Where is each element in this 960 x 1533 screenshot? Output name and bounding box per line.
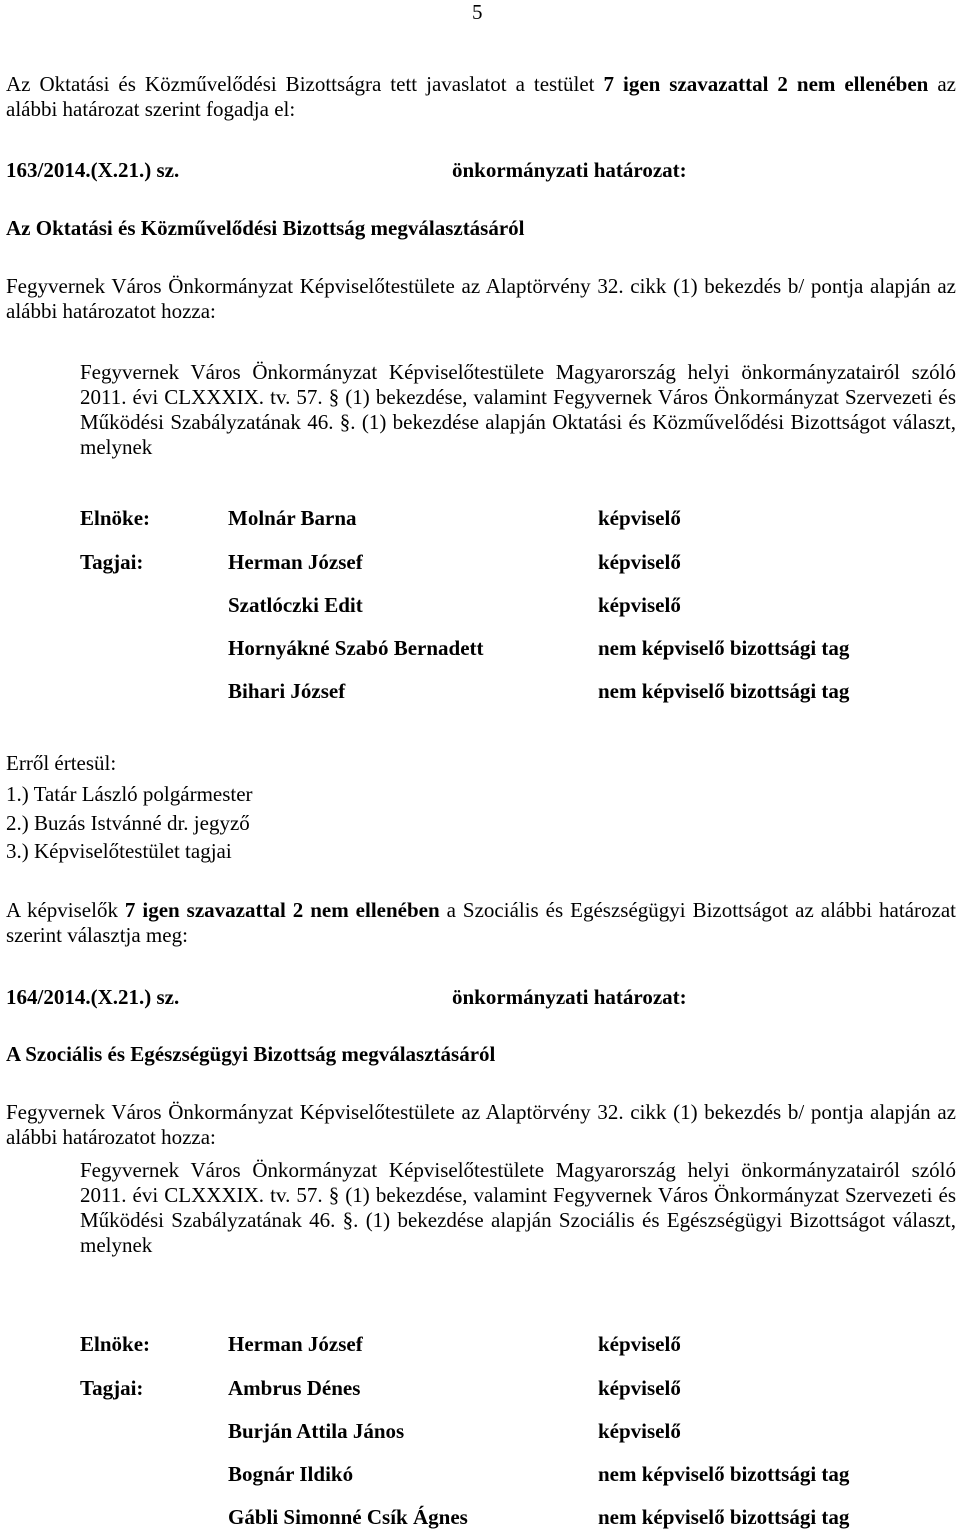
member-role: Elnöke: (80, 1332, 151, 1356)
vote-result: 7 igen szavazattal 2 nem ellenében (603, 72, 929, 96)
vote-text-c: az alábbi határozat szerint fogadja el: (6, 72, 956, 121)
member-status: képviselő (598, 593, 681, 617)
vote-text-c: a Szociális és Egészségügyi Bizottságot az alábbi határozat szerint választja meg: (6, 898, 956, 947)
intro-paragraph: Fegyvernek Város Önkormányzat Képviselőtestülete az Alaptörvény 32. cikk (1) bekezdés b/ pontja alapján az alábbi határozatot hozza: (6, 1100, 956, 1149)
resolution-title: Az Oktatási és Közművelődési Bizottság megválasztásáról (6, 216, 525, 240)
notify-item: 2.) Buzás Istvánné dr. jegyző (6, 811, 250, 835)
resolution-label: önkormányzati határozat: (452, 158, 687, 182)
member-status: nem képviselő bizottsági tag (598, 1505, 850, 1529)
member-name: Gábli Simonné Csík Ágnes (228, 1505, 468, 1529)
member-name: Szatlóczki Edit (228, 593, 363, 617)
member-role: Tagjai: (80, 1376, 144, 1400)
vote-text-a: A képviselők (6, 898, 125, 922)
member-status: képviselő (598, 1332, 681, 1356)
vote-text-a: Az Oktatási és Közművelődési Bizottságra tett javaslatot a testület (6, 72, 604, 96)
member-name: Hornyákné Szabó Bernadett (228, 636, 484, 660)
resolution-number: 163/2014.(X.21.) sz. (6, 158, 180, 182)
member-status: képviselő (598, 506, 681, 530)
member-name: Ambrus Dénes (228, 1376, 361, 1400)
resolution-title: A Szociális és Egészségügyi Bizottság megválasztásáról (6, 1042, 496, 1066)
body-paragraph: Fegyvernek Város Önkormányzat Képviselőtestülete Magyarország helyi önkormányzatairól szóló 2011. évi CLXXXIX. tv. 57. § (1) bekezdése, valamint Fegyvernek Város Önkormányzat Szervezeti és Működési Szabályzatának 46. §. (1) bekezdése alapján Szociális és Egészségügyi Bizottságot választ, melynek (80, 1158, 956, 1257)
resolution-label: önkormányzati határozat: (452, 985, 687, 1009)
member-role: Elnöke: (80, 506, 151, 530)
member-name: Bihari József (228, 679, 346, 703)
notify-item: 3.) Képviselőtestület tagjai (6, 839, 232, 863)
member-status: képviselő (598, 1419, 681, 1443)
vote-result: 7 igen szavazattal 2 nem ellenében (124, 898, 440, 922)
resolution-number: 164/2014.(X.21.) sz. (6, 985, 180, 1009)
member-name: Bognár Ildikó (228, 1462, 354, 1486)
member-name: Herman József (228, 550, 363, 574)
member-status: képviselő (598, 550, 681, 574)
member-name: Burján Attila János (228, 1419, 405, 1443)
member-name: Molnár Barna (228, 506, 357, 530)
vote-paragraph-1 (6, 72, 956, 122)
member-status: nem képviselő bizottsági tag (598, 1462, 850, 1486)
member-role: Tagjai: (80, 550, 144, 574)
notify-item: 1.) Tatár László polgármester (6, 782, 253, 806)
member-status: képviselő (598, 1376, 681, 1400)
intro-paragraph: Fegyvernek Város Önkormányzat Képviselőtestülete az Alaptörvény 32. cikk (1) bekezdés b/ pontja alapján az alábbi határozatot hozza: (6, 274, 956, 323)
vote-paragraph-2 (6, 898, 956, 948)
member-status: nem képviselő bizottsági tag (598, 636, 850, 660)
member-status: nem képviselő bizottsági tag (598, 679, 850, 703)
body-paragraph: Fegyvernek Város Önkormányzat Képviselőtestülete Magyarország helyi önkormányzatairól szóló 2011. évi CLXXXIX. tv. 57. § (1) bekezdése, valamint Fegyvernek Város Önkormányzat Szervezeti és Működési Szabályzatának 46. §. (1) bekezdése alapján Oktatási és Közművelődési Bizottságot választ, melynek (80, 360, 956, 459)
page-number: 5 (472, 0, 483, 24)
member-name: Herman József (228, 1332, 363, 1356)
notify-label: Erről értesül: (6, 751, 117, 775)
